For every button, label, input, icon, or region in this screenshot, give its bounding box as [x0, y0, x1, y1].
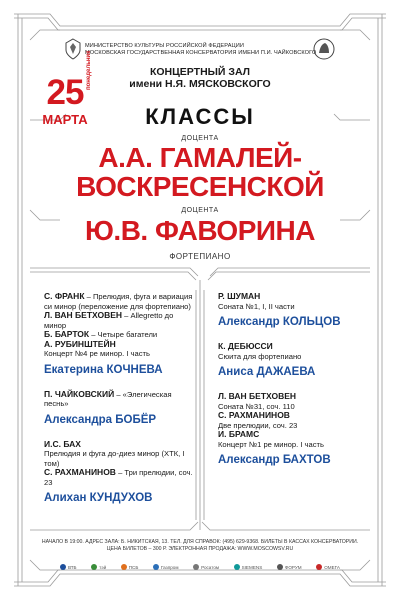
instrument-label: ФОРТЕПИАНО — [169, 252, 231, 261]
program-line: Р. ШУМАН — [218, 291, 261, 301]
program-line: И.С. БАХ — [44, 438, 81, 449]
sponsor-logo-4: Газпром — [153, 564, 179, 570]
sponsor-logo-siemens: SIEMENS — [234, 564, 263, 570]
sponsor-logo-2: тэй — [91, 564, 106, 570]
footer-line-1: НАЧАЛО В 19:00. АДРЕС ЗАЛА: Б. НИКИТСКАЯ, 13. ТЕЛ. ДЛЯ СПРАВОК: (495) 629-9368. БИЛЕТЫ В КАССАХ КОНСЕРВАТОРИИ. — [41, 539, 359, 545]
teacher1-name-line-1: А.А. ГАМАЛЕЙ- — [98, 142, 302, 173]
program-line: И. БРАМС — [218, 429, 260, 439]
program-line: Л. ВАН БЕТХОВЕН – Allegretto до минор — [44, 310, 174, 330]
program-line: Соната №31, соч. 110 — [218, 401, 295, 411]
sponsor-mark-icon — [316, 564, 322, 570]
performer-name: Александр БАХТОВ — [218, 454, 331, 466]
performer-name: Аниса ДАЖАЕВА — [218, 366, 316, 378]
teacher1-rank: ДОЦЕНТА — [181, 135, 219, 142]
program-line: Б. БАРТОК – Четыре багатели — [44, 329, 158, 339]
sponsor-logo-psb: ПСБ — [121, 564, 139, 570]
date-month: МАРТА — [42, 112, 88, 127]
sponsor-mark-icon — [121, 564, 127, 570]
event-title: КЛАССЫ — [145, 104, 255, 129]
date-day: 25 — [46, 73, 84, 112]
program-line: К. ДЕБЮССИ — [218, 341, 273, 351]
hall-name — [110, 66, 290, 90]
program-block-right-1 — [218, 342, 368, 379]
hall-line-2: имени Н.Я. МЯСКОВСКОГО — [129, 78, 271, 90]
sponsor-mark-icon — [60, 564, 66, 570]
performer-name: Екатерина КОЧНЕВА — [44, 363, 163, 376]
sponsor-mark-icon — [193, 564, 199, 570]
program-line: Концерт №1 ре минор. I часть — [218, 439, 324, 449]
sponsor-logos — [60, 562, 340, 572]
sponsor-logo-8: ОМЕГА — [316, 564, 340, 570]
sponsor-logo-5: Росатом — [193, 564, 219, 570]
sponsor-mark-icon — [91, 564, 97, 570]
program-line: Концерт №4 ре минор. I часть — [44, 349, 150, 358]
program-line: Две прелюдии, соч. 23 — [218, 420, 298, 430]
footer-line-2: ЦЕНА БИЛЕТОВ – 300 Р. ЭЛЕКТРОННАЯ ПРОДАЖА: WWW.MOSCOWSV.RU — [106, 546, 294, 552]
performer-name: Александр КОЛЬЦОВ — [218, 316, 341, 328]
teacher2-rank: ДОЦЕНТА — [181, 207, 219, 214]
program-line: Л. ВАН БЕТХОВЕН — [218, 391, 297, 401]
sponsor-mark-icon — [153, 564, 159, 570]
teacher1-name-line-2: ВОСКРЕСЕНСКОЙ — [76, 171, 324, 202]
program-block-right-2 — [218, 392, 368, 467]
program-block-right-0 — [218, 292, 368, 329]
program-block-left-1 — [44, 390, 194, 427]
hall-line-1: КОНЦЕРТНЫЙ ЗАЛ — [149, 66, 251, 78]
teacher2-name: Ю.В. ФАВОРИНА — [85, 215, 315, 246]
program-line: А. РУБИНШТЕЙН — [44, 338, 116, 349]
sponsor-mark-icon — [277, 564, 283, 570]
program-line: си минор (переложение для фортепиано) — [44, 301, 191, 311]
ministry-line-1: МИНИСТЕРСТВО КУЛЬТУРЫ РОССИЙСКОЙ ФЕДЕРАЦИИ — [85, 43, 245, 49]
performer-name: Алихан КУНДУХОВ — [44, 492, 153, 504]
sponsor-logo-7: ФОРУМ — [277, 564, 302, 570]
ministry-emblem-icon — [64, 38, 82, 60]
program-block-left-2 — [44, 440, 194, 506]
program-line: С. РАХМАНИНОВ — [218, 410, 290, 420]
program-left-column — [44, 292, 194, 518]
program-line: Сюита для фортепиано — [218, 351, 302, 361]
performer-name: Александра БОБЁР — [44, 413, 157, 426]
sponsor-logo-vtb: ВТБ — [60, 564, 77, 570]
program-line: Соната №1, I, II части — [218, 301, 295, 311]
program-line: С. ФРАНК – Прелюдия, фуга и вариация — [44, 291, 193, 301]
program-line: Прелюдия и фуга до-диез минор (ХТК, I том) — [44, 449, 185, 468]
date-weekday: понедельник — [86, 50, 92, 90]
sponsor-mark-icon — [234, 564, 240, 570]
footer-info — [0, 539, 400, 553]
ministry-header — [85, 43, 335, 57]
program-line: П. ЧАЙКОВСКИЙ – «Элегическая песнь» — [44, 388, 172, 408]
program-block-left-0 — [44, 292, 194, 377]
program-right-column — [218, 292, 368, 480]
program-line: С. РАХМАНИНОВ – Три прелюдии, соч. 23 — [44, 467, 193, 487]
ministry-line-2: МОСКОВСКАЯ ГОСУДАРСТВЕННАЯ КОНСЕРВАТОРИЯ ИМЕНИ П.И. ЧАЙКОВСКОГО — [85, 50, 317, 56]
